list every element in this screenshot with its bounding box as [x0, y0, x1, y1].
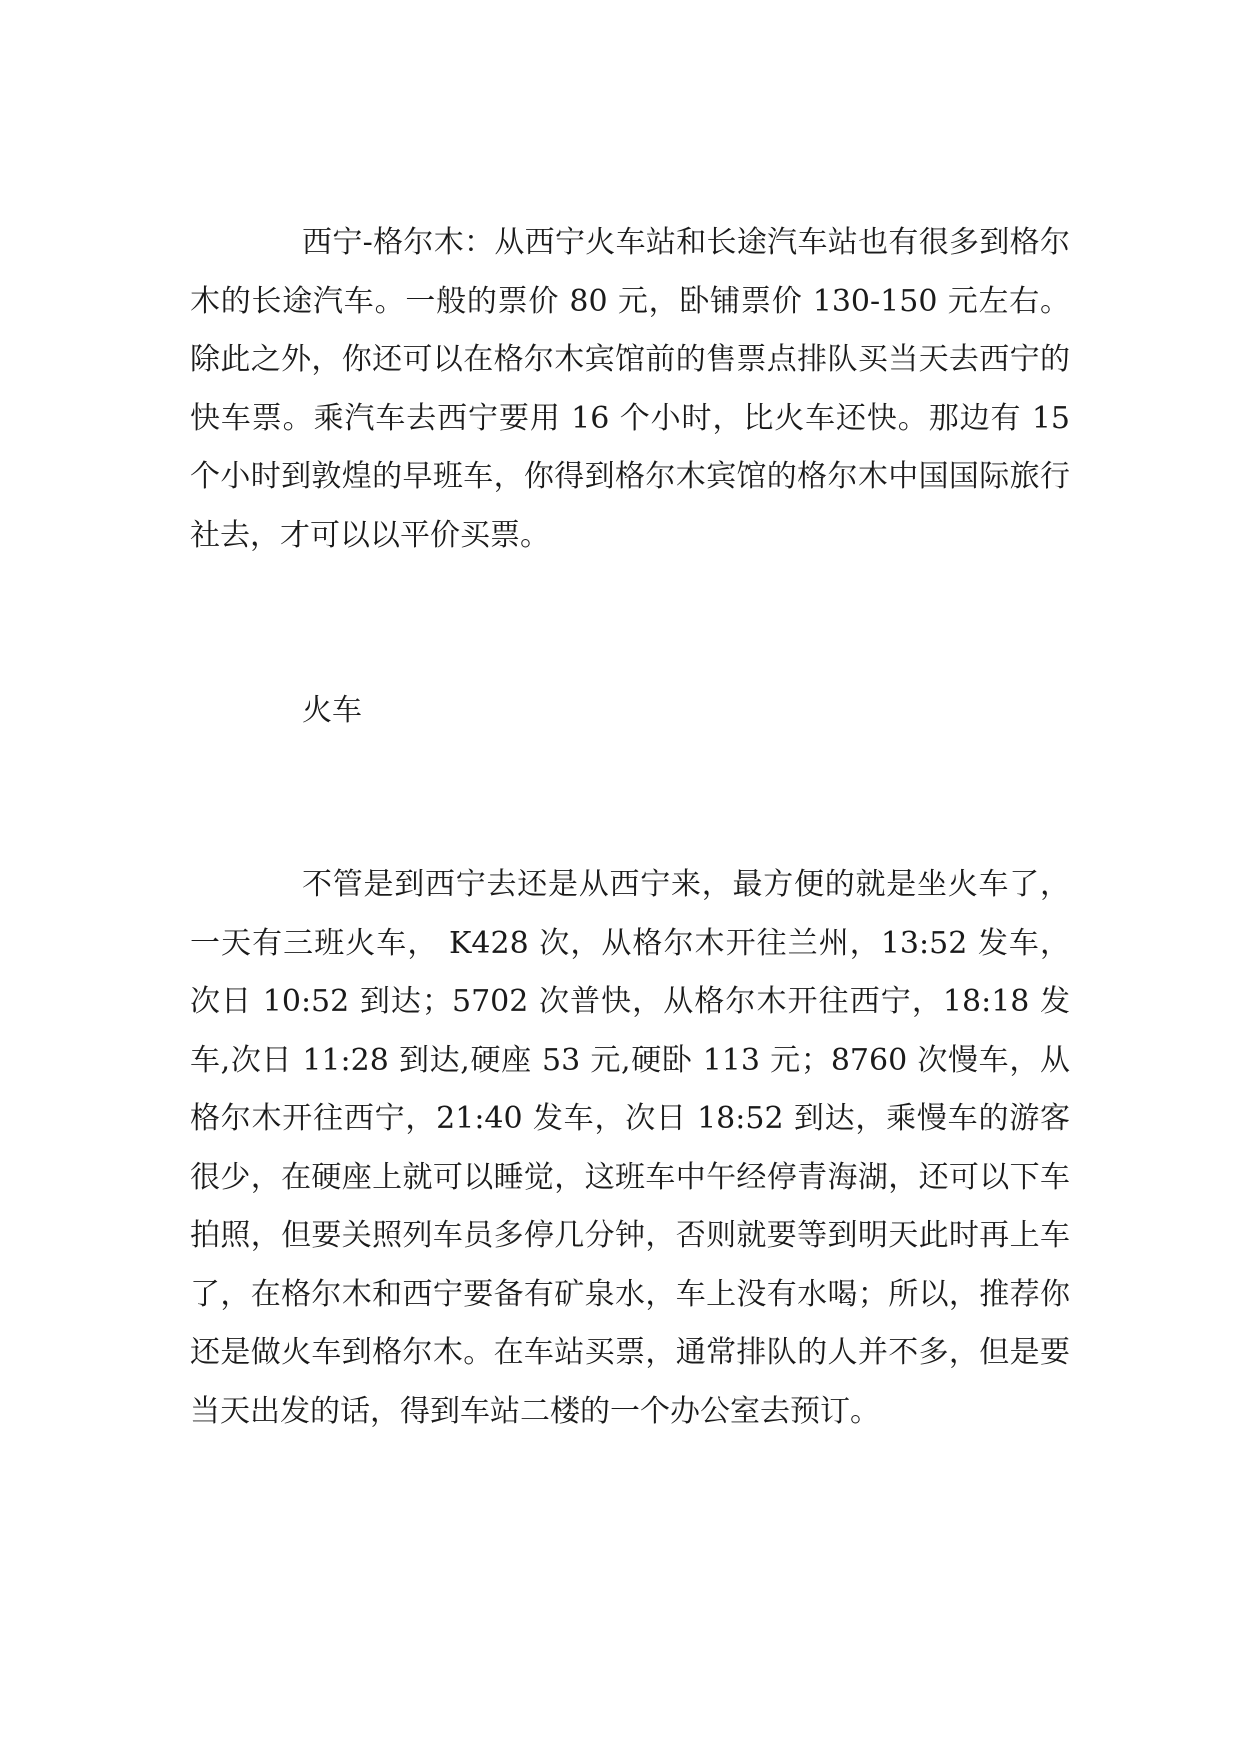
paragraph-xining-golmud-bus: 西宁-格尔木：从西宁火车站和长途汽车站也有很多到格尔木的长途汽车。一般的票价 80 元，卧铺票价 130-150 元左右。 除此之外，你还可以在格尔木宾馆前的售票点排队买当天去西宁的快车票。乘汽车去西宁要用 16 个小时，比火车还快。那边有 15 个小时到敦煌的早班车，你得到格尔木宾馆的格尔木中国国际旅行社去，才可以以平价买票。 — [190, 225, 1070, 553]
paragraph-train-info: 不管是到西宁去还是从西宁来，最方便的就是坐火车了，一天有三班火车， K428 次，从格尔木开往兰州，13:52 发车，次日 10:52 到达；5702 次普快，从格尔木开往西宁，18:18 发车,次日 11:28 到达,硬座 53 元,硬卧 113 元；8760 次慢车，从格尔木开往西宁，21:40 发车，次日 18:52 到达，乘慢车的游客很少，在硬座上就可以睡觉，这班车中午经停青海湖，还可以下车拍照，但要关照列车员多停几分钟，否则就要等到明天此时再上车了，在格尔木和西宁要备有矿泉水，车上没有水喝；所以，推荐你还是做火车到格尔木。在车站买票，通常排队的人并不多，但是要当天出发的话，得到车站二楼的一个办公室去预订。 — [190, 867, 1070, 1429]
section-heading-train: 火车 — [302, 693, 362, 728]
